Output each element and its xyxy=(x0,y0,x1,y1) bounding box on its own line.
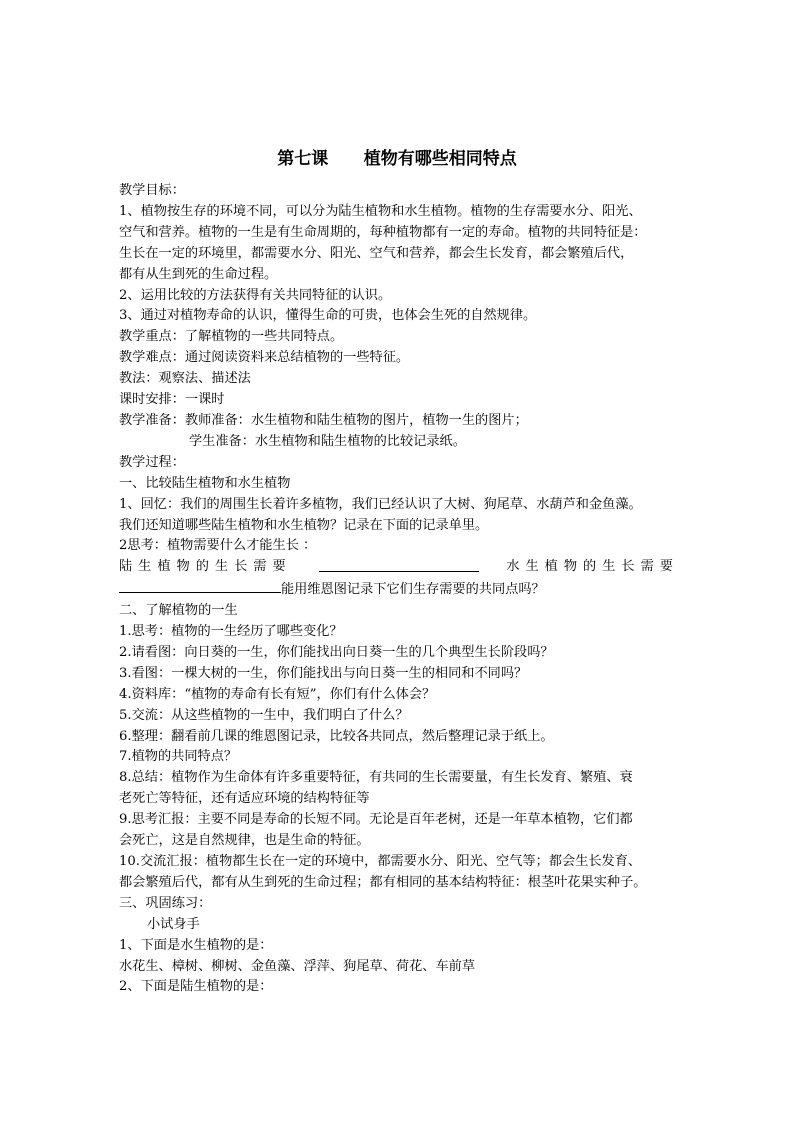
text-line: 都有从生到死的生命过程。 xyxy=(119,266,278,282)
answer-blank xyxy=(119,578,281,593)
text-line: 2、下面是陆生植物的是： xyxy=(119,979,273,995)
answer-blank xyxy=(319,557,479,572)
text-line: 4.资料库：“植物的寿命有长有短”，你们有什么体会？ xyxy=(119,686,436,702)
text-line: 1、植物按生存的环境不同，可以分为陆生植物和水生植物。植物的生存需要水分、阳光、 xyxy=(119,203,642,219)
text-line: 都会繁殖后代，都有从生到死的生命过程；都有相同的基本结构特征：根茎叶花果实种子。 xyxy=(119,874,647,890)
land-plant-needs-label: 陆生植物的生长需要 xyxy=(119,559,292,575)
text-line: 我们还知道哪些陆生植物和水生植物？记录在下面的记录单里。 xyxy=(119,517,489,533)
text-line: 5.交流：从这些植物的一生中，我们明白了什么？ xyxy=(119,707,409,723)
page-title: 第七课 植物有哪些相同特点 xyxy=(277,149,517,169)
text-line: 2.请看图：向日葵的一生，你们能找出向日葵一生的几个典型生长阶段吗？ xyxy=(119,644,554,660)
text-line: 6.整理：翻看前几课的维恩图记录，比较各共同点，然后整理记录于纸上。 xyxy=(119,728,554,744)
text-line: 1.思考：植物的一生经历了哪些变化？ xyxy=(119,624,343,640)
text-line: 7.植物的共同特点？ xyxy=(119,749,238,765)
text-line: 生长在一定的环境里，都需要水分、阳光、空气和营养，都会生长发育，都会繁殖后代， xyxy=(119,245,634,261)
text-line: 9.思考汇报：主要不同是寿命的长短不同。无论是百年老树，还是一年草本植物，它们都 xyxy=(119,812,633,828)
text-line: 老死亡等特征，还有适应环境的结构特征等 xyxy=(119,791,370,807)
text-fragment: 能用维恩图记录下它们生存需要的共同点吗？ xyxy=(281,582,545,598)
text-line: 教学准备：教师准备：水生植物和陆生植物的图片，植物一生的图片； xyxy=(119,412,528,428)
text-line: 10.交流汇报：植物都生长在一定的环境中，都需要水分、阳光、空气等；都会生长发育、 xyxy=(119,854,642,869)
text-line: 1、回忆：我们的周围生长着许多植物，我们已经认识了大树、狗尾草、水葫芦和金鱼藻。 xyxy=(119,496,642,512)
text-line: 3、通过对植物寿命的认识，懂得生命的可贵，也体会生死的自然规律。 xyxy=(119,308,537,324)
text-line: 教学难点：通过阅读资料来总结植物的一些特征。 xyxy=(119,350,410,366)
text-line: 水花生、樟树、柳树、金鱼藻、浮萍、狗尾草、荷花、车前草 xyxy=(119,958,476,974)
text-line: 教学过程： xyxy=(119,454,185,470)
text-line: 8.总结：植物作为生命体有许多重要特征，有共同的生长需要量，有生长发育、繁殖、衰 xyxy=(119,770,633,786)
fill-in-line xyxy=(119,557,679,578)
fill-in-line xyxy=(119,578,679,601)
text-line: 教法：观察法、描述法 xyxy=(119,371,251,387)
text-line: 2思考：植物需要什么才能生长 ： xyxy=(119,538,317,554)
text-line: 学生准备：水生植物和陆生植物的比较记录纸。 xyxy=(189,433,466,449)
text-line: 2、运用比较的方法获得有关共同特征的认识。 xyxy=(119,287,392,303)
text-line: 会死亡，这是自然规律，也是生命的特征。 xyxy=(119,833,370,849)
text-line: 课时安排：一课时 xyxy=(119,392,225,408)
text-line: 空气和营养。植物的一生是有生命周期的，每种植物都有一定的寿命。植物的共同特征是： xyxy=(119,224,647,240)
text-line: 二、了解植物的一生 xyxy=(119,603,238,619)
text-line: 小试身手 xyxy=(147,916,200,932)
text-line: 教学重点：了解植物的一些共同特点。 xyxy=(119,329,344,345)
text-line: 教学目标： xyxy=(119,183,185,198)
text-line: 1、下面是水生植物的是： xyxy=(119,937,273,953)
text-line: 3.看图：一棵大树的一生，你们能找出与向日葵一生的相同和不同吗？ xyxy=(119,665,528,681)
document-body xyxy=(119,181,679,998)
water-plant-needs-label: 水生植物的生长需要 xyxy=(506,559,679,575)
text-line: 三、巩固练习： xyxy=(119,895,212,911)
text-line: 一、比较陆生植物和水生植物 xyxy=(119,475,291,491)
